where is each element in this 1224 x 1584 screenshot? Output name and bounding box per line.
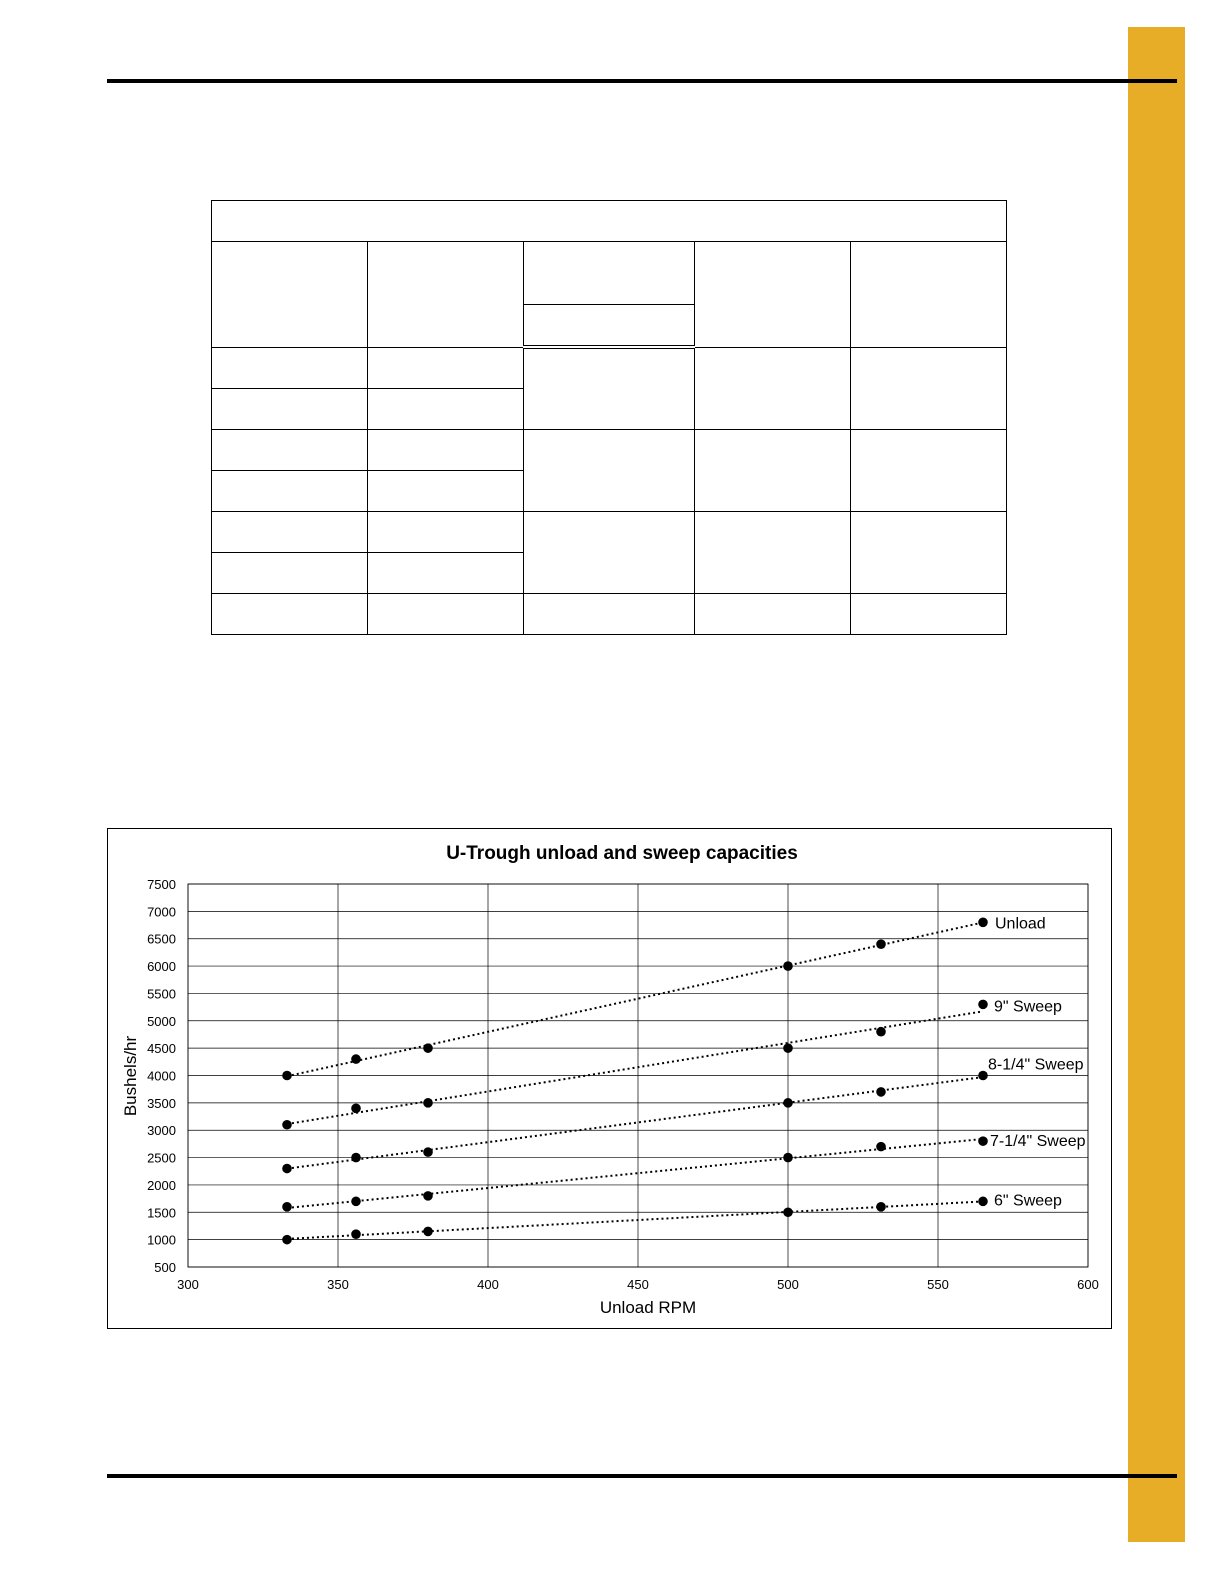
table-cell [212,347,368,388]
y-tick-label: 4500 [147,1041,176,1057]
table-header-cell [695,242,851,348]
y-tick-label: 7000 [147,904,176,920]
data-point [423,1191,433,1201]
data-point [282,1202,292,1212]
table-cell [524,429,695,511]
table-cell [695,593,851,634]
table-cell [524,511,695,593]
series-label: 8-1/4" Sweep [988,1056,1084,1074]
chart-frame [107,828,1112,1329]
data-point [978,1197,988,1207]
chart-grid [188,884,1088,1267]
table-cell [695,511,851,593]
table-cell [695,429,851,511]
data-point [876,1087,886,1097]
table-cell [212,511,368,552]
table-cell [212,593,368,634]
y-tick-label: 3000 [147,1123,176,1139]
x-tick-label: 400 [477,1277,499,1292]
data-point [282,1120,292,1130]
table-header-cell [524,242,695,305]
table-cell [695,347,851,429]
data-point [282,1235,292,1245]
table-row [212,593,1007,634]
table-header-cell [851,242,1007,348]
table-cell [368,388,524,429]
data-point [351,1104,361,1114]
table-cell [851,347,1007,429]
section-tab [1128,27,1185,1542]
series-label: 7-1/4" Sweep [990,1133,1086,1151]
table-cell [524,347,695,429]
table-cell [212,429,368,470]
table-cell [851,511,1007,593]
data-point [423,1098,433,1108]
table-cell [212,388,368,429]
table-header-cell [368,242,524,348]
data-point [978,1136,988,1146]
data-point [876,939,886,949]
y-tick-label: 2500 [147,1150,176,1166]
data-point [423,1147,433,1157]
table-cell [368,593,524,634]
y-tick-label: 6500 [147,931,176,947]
data-point [876,1027,886,1037]
series-group [282,1192,1062,1244]
table-cell [368,347,524,388]
data-point [783,1153,793,1163]
series-group [282,1057,1083,1174]
table-row [212,511,1007,552]
data-point [978,1000,988,1010]
table-cell [851,429,1007,511]
table-cell [368,429,524,470]
table-cell [368,470,524,511]
y-tick-label: 1000 [147,1232,176,1248]
x-tick-label: 450 [627,1277,649,1292]
data-point [351,1197,361,1207]
x-tick-label: 500 [777,1277,799,1292]
y-tick-label: 6000 [147,959,176,975]
data-point [351,1153,361,1163]
x-tick-label: 600 [1077,1277,1099,1292]
y-tick-label: 1500 [147,1205,176,1221]
series-group [282,915,1046,1080]
table-row [212,347,1007,388]
footer-rule [107,1474,1177,1478]
y-tick-label: 7500 [147,877,176,892]
capacity-chart [108,829,1113,1330]
x-axis-ticks [177,1277,1099,1292]
data-point [282,1164,292,1174]
data-point [876,1142,886,1152]
chart-title: U-Trough unload and sweep capacities [446,843,798,864]
data-point [783,961,793,971]
series-label: Unload [995,915,1046,933]
table-cell [524,593,695,634]
data-point [876,1202,886,1212]
table-cell [368,552,524,593]
data-point [978,918,988,928]
series-group [282,998,1062,1129]
data-point [282,1071,292,1081]
series-label: 6" Sweep [994,1192,1062,1210]
data-point [351,1054,361,1064]
y-axis-ticks [147,877,176,1275]
table-cell [368,511,524,552]
table-cell [851,593,1007,634]
table-cell [212,470,368,511]
data-point [351,1229,361,1239]
x-tick-label: 550 [927,1277,949,1292]
data-point [978,1071,988,1081]
data-point [783,1098,793,1108]
y-tick-label: 2000 [147,1177,176,1193]
table-subheader-cell [524,305,695,348]
y-tick-label: 5500 [147,986,176,1002]
y-tick-label: 3500 [147,1095,176,1111]
y-tick-label: 5000 [147,1013,176,1029]
x-tick-label: 350 [327,1277,349,1292]
data-point [783,1207,793,1217]
y-axis-label: Bushels/hr [121,1035,140,1117]
table-cell [212,552,368,593]
x-axis-label: Unload RPM [599,1298,697,1317]
data-point [423,1043,433,1053]
y-tick-label: 500 [154,1260,176,1275]
data-point [783,1043,793,1053]
table-title-cell [212,201,1007,242]
data-point [423,1227,433,1237]
series-group [282,1133,1085,1211]
table-header-cell [212,242,368,348]
series-label: 9" Sweep [994,998,1062,1016]
table-row [212,429,1007,470]
header-rule [107,79,1177,83]
capacity-table [211,200,1007,635]
chart-series [282,915,1085,1244]
y-tick-label: 4000 [147,1068,176,1084]
x-tick-label: 300 [177,1277,199,1292]
